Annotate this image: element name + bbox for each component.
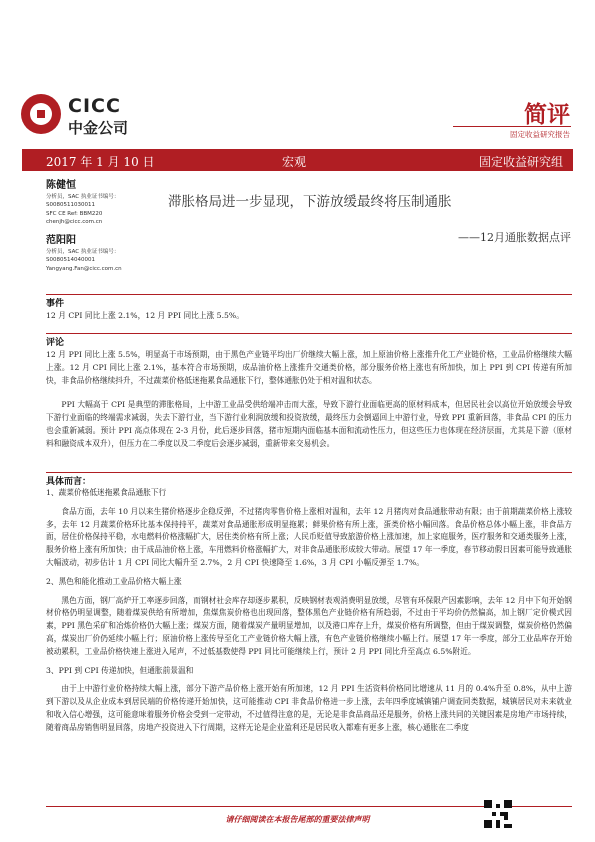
comment-body [46, 349, 572, 451]
subsection-paragraph: 黑色方面，钢厂高炉开工率逐步回落，而钢材社会库存却逐步累积，反映钢材表观消费明显放缓，尽管有环保限产因素影响，去年 12 月中下旬开始钢材价格仍明显调整，随着煤炭供给有所增加，焦煤焦炭价格也出现回落，整体黑色产业链价格有所趋弱，不过由于平均价仍然偏高，加上钢厂定价模式因素，PPI 黑色采矿和冶炼价格仍大幅上涨；煤炭方面，随着煤炭产量明显增加，以及港口库存上升，煤炭价格有所调整，但由于煤炭调整，煤炭价格仍然偏高，煤炭出厂价仍延续小幅上行；原油价格上涨传导至化工产业链价格大幅上涨，有色产业链价格继续小幅上行。展望 17 年一季度，部分工业品库存开始被动累积，工业品价格快速上涨进入尾声，不过低基数使得 PPI 同比可能继续上行，预计 2 月 PPI 同比升至高点 6.5%附近。 [46, 595, 572, 656]
subsection-title: 3、PPI 到 CPI 传递加快，但通胀前景温和 [46, 665, 194, 675]
subsection-paragraph: 食品方面，去年 10 月以来生猪价格逐步企稳反弹，不过猪肉零售价格上涨相对温和，去年 12 月猪肉对食品通胀带动有限；由于前期蔬菜价格上涨较多，去年 12 月蔬菜价格环比基本保持持平，蔬菜对食品通胀形成明显拖累；鲜果价格有所上涨，蛋类价格小幅回落。食品价格总体小幅上涨，非食品方面，居住价格保持平稳，水电燃料价格涨幅扩大，居住类价格有所上涨；人民币贬值导致旅游价格上涨加速，加上家庭服务，医疗服务和交通类服务上涨，服务价格上涨有所加快；由于成品油价格上涨，车用燃料价格涨幅扩大，对非食品通胀形成较大带动。展望 17 年一季度，春节移动假日因素可能导致通胀大幅波动，初步估计 1 月 CPI 同比大幅升至 2.7%，2 月 CPI 快速降至 1.6%，3 月 CPI 小幅反弹至 1.7%。 [46, 506, 572, 567]
research-group: 固定收益研究组 [478, 155, 563, 169]
section-divider [46, 333, 572, 334]
detail-body [46, 487, 572, 735]
analyst-cert-number: S0080514040001 [46, 257, 95, 264]
comment-paragraph: PPI 大幅高于 CPI 是典型的滞胀格局，上中游工业品受供给端冲击而大涨，导致下游行业面临更高的原材料成本，但居民社会以高位开始放缓会导致下游行业面临的终端需求减弱，失去下游行业，当下游行业利润放缓和投资放缓，最终压力会倒逼回上中游行业，导致 PPI 重新回落，非食品 CPI 的压力也会重新减弱。预计 PPI 高点体现在 2-3 月份，此后逐步回落，猪市短期内面临基本面和流动性压力，但这些压力也体现在经济层面，尤其是下游（原材料和融资成本双升），但压力在二季度以及二季度后会逐步减弱，重新带来交易机会。 [46, 400, 572, 448]
section-divider [46, 294, 572, 295]
report-type: 固定收益研究报告 [510, 130, 570, 139]
analyst-card [46, 237, 166, 273]
legal-notice: 请仔细阅读在本报告尾部的重要法律声明 [225, 814, 370, 824]
event-body [46, 310, 572, 323]
event-heading: 事件 [46, 299, 65, 309]
subsection-title: 2、黑色和能化推动工业品价格大幅上涨 [46, 576, 182, 586]
subsection-paragraph: 由于上中游行业价格持续大幅上涨，部分下游产品价格上涨开始有所加速，12 月 PPI 生活资料价格同比增速从 11 月的 0.4%升至 0.8%，从中上游到下游以及从企业成本到居民端的价格传递开始加快，这可能推动 CPI 非食品价格进一步上涨，去年四季度城镇铺户调查同类数据，城镇居民对未来就业和收入信心增强，这可能意味着服务价格会受到一定带动，不过值得注意的是，无论是非食品商品还是服务，价格上涨共同的关键因素是房地产市场持续，随着商品房销售明显回落，房地产投资进入下行周期，这样无论是企业盈利还是居民收入都难有更多上涨，核心通胀在二季度 [46, 684, 572, 732]
analyst-cert-label: 分析员，SAC 执业证书编号： [46, 248, 120, 255]
badge-divider [453, 126, 571, 127]
analyst-cert-label: 分析员，SAC 执业证书编号： [46, 193, 120, 200]
cicc-logo-icon [21, 94, 61, 134]
brand-name-cn: 中金公司 [68, 119, 129, 137]
subsection-title: 1、蔬菜价格低迷拖累食品通胀下行 [46, 488, 167, 497]
analyst-sfc-ref: SFC CE Ref: BBM220 [46, 210, 103, 217]
comment-heading: 评论 [46, 338, 65, 348]
analyst-cert-number: S0080511030011 [46, 202, 95, 209]
section-divider [46, 472, 572, 473]
analyst-name: 陈健恒 [46, 180, 76, 191]
header-bar [22, 149, 573, 171]
qr-code-icon [484, 800, 512, 828]
report-category: 宏观 [282, 155, 307, 169]
analyst-email: Yangyang.Fan@cicc.com.cn [46, 265, 122, 272]
event-text: 12 月 CPI 同比上涨 2.1%，12 月 PPI 同比上涨 5.5%。 [46, 311, 244, 320]
detail-heading: 具体而言： [46, 477, 92, 487]
comment-paragraph: 12 月 PPI 同比上涨 5.5%，明显高于市场预期，由于黑色产业链平均出厂价继续大幅上涨，加上原油价格上涨推升化工产业链价格，工业品价格继续大幅上涨。12 月 CPI 同比上涨 2.1%，基本符合市场预期，成品油价格上涨推升交通类价格，部分服务价格上涨也有所加快，加上 PPI 到 CPI 传递有所加快，非食品价格继续抖升，不过蔬菜价格低迷拖累食品通胀下行，整体通胀仍处于相对温和状态。 [46, 350, 572, 385]
analyst-name: 范阳阳 [46, 235, 76, 246]
analyst-card [46, 182, 166, 227]
report-title: 滞胀格局进一步显现，下游放缓最终将压制通胀 [168, 194, 452, 210]
report-subtitle: ——12月通胀数据点评 [458, 231, 571, 244]
report-date: 2017 年 1 月 10 日 [46, 155, 155, 169]
analyst-email: chenjh@cicc.com.cn [46, 219, 103, 226]
report-badge: 简评 [524, 101, 570, 128]
brand-name-en: CICC [68, 95, 121, 117]
